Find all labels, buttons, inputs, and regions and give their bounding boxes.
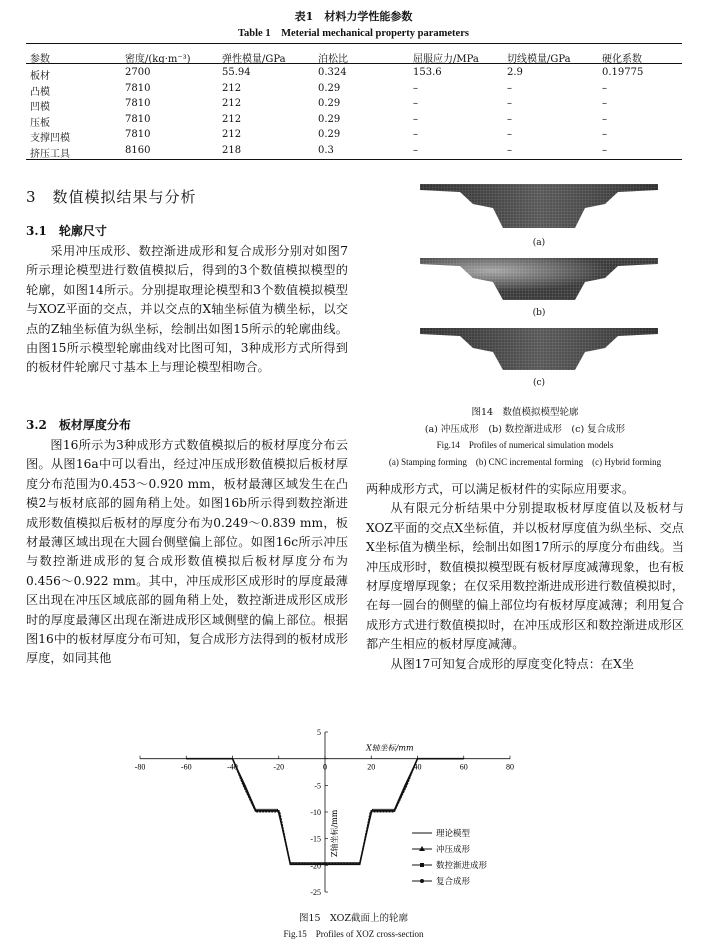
table-cell: 7810 xyxy=(125,98,151,110)
table-cell: 0.29 xyxy=(318,129,341,141)
table-cell: 7810 xyxy=(125,129,151,141)
subsection-heading-3-2: 3.2 板材厚度分布 xyxy=(26,418,131,432)
table-caption-cn: 表1 材料力学性能参数 xyxy=(294,10,413,23)
table-cell: – xyxy=(413,129,418,141)
table-cell: 7810 xyxy=(125,82,151,94)
y-tick-label: -10 xyxy=(310,808,321,817)
table-cell: – xyxy=(507,145,512,156)
y-tick-label: -20 xyxy=(310,861,321,871)
x-tick-label: 60 xyxy=(459,762,468,772)
table-cell: 2700 xyxy=(125,67,151,78)
subsection-heading-3-1: 3.1 轮廓尺寸 xyxy=(26,224,107,238)
y-tick-label: 5 xyxy=(317,728,321,737)
table-cell: – xyxy=(507,98,512,110)
table-header-cell: 屈服应力/MPa xyxy=(413,54,479,65)
fig14-legend-cn: (a) 冲压成形 (b) 数控渐进成形 (c) 复合成形 xyxy=(424,424,626,435)
x-tick-label: -40 xyxy=(227,762,238,772)
legend-marker xyxy=(420,863,424,867)
table-caption-en: Table 1 Meterial mechanical property parameters xyxy=(238,28,469,39)
table-cell: – xyxy=(602,82,607,94)
legend-marker xyxy=(420,879,424,883)
profile-chart xyxy=(120,728,540,904)
model-image-c xyxy=(420,324,658,378)
x-tick-label: -60 xyxy=(180,762,192,772)
table-cell: 0.29 xyxy=(318,82,341,94)
model-image-a xyxy=(420,178,658,236)
legend-label: 理论模型 xyxy=(436,829,471,839)
legend-label: 复合成形 xyxy=(436,877,471,887)
table-cell: – xyxy=(413,145,418,156)
table-cell: 153.6 xyxy=(413,67,442,78)
table-cell: 0.29 xyxy=(318,98,341,110)
y-tick-label: -25 xyxy=(310,888,321,897)
table-cell: – xyxy=(413,113,418,125)
right-column-text xyxy=(366,480,684,674)
table-cell: 0.3 xyxy=(318,145,334,156)
section-heading: 3 数值模拟结果与分析 xyxy=(26,188,197,206)
fig15-caption-en: Fig.15 Profiles of XOZ cross-section xyxy=(283,929,424,939)
x-tick-label: 80 xyxy=(506,762,514,772)
table-cell: – xyxy=(602,145,607,156)
x-axis-label: X轴坐标/mm xyxy=(365,743,414,753)
table-cell: 8160 xyxy=(125,145,151,156)
table-top-rule xyxy=(26,43,682,44)
y-tick-label: -5 xyxy=(314,781,321,791)
right-paragraph-1: 两种成形方式，可以满足板材件的实际应用要求。 xyxy=(366,482,635,496)
table-cell: 212 xyxy=(222,129,242,141)
table-header-cell: 切线模量/GPa xyxy=(507,54,571,65)
table-cell: 挤压工具 xyxy=(30,149,70,160)
table-header-cell: 密度/(kg·m⁻³) xyxy=(125,54,191,65)
fig14-caption-cn: 图14 数值模拟模型轮廓 xyxy=(471,407,579,418)
table-cell: 212 xyxy=(222,82,242,94)
fig14-sub-a: (a) xyxy=(532,238,546,248)
fig15-caption-cn: 图15 XOZ截面上的轮廓 xyxy=(298,913,409,924)
fig14-sub-b: (b) xyxy=(532,308,546,318)
table-cell: 板材 xyxy=(30,71,50,82)
table-header-cell: 硬化系数 xyxy=(602,54,642,65)
table-cell: 212 xyxy=(222,98,242,110)
table-cell: 0.324 xyxy=(318,67,347,78)
table-bottom-rule xyxy=(26,159,682,160)
fig14-legend-en: (a) Stamping forming (b) CNC incremental forming (c) Hybrid forming xyxy=(388,457,662,467)
paragraph-3-1: 采用冲压成形、数控渐进成形和复合成形分别对如图7所示理论模型进行数值模拟后，得到的3个数值模拟模型的轮廓，如图14所示。分别提取理论模型和3个数值模拟模型与XOZ平面的交点，并以交点的X轴坐标值为横坐标，以交点的Z轴坐标值为纵坐标，绘制出如图15所示的轮廓曲线。由图15所示模型轮廓曲线对比图可知，3种成形方式所得到的板材件轮廓尺寸基本上与理论模型相吻合。 xyxy=(26,244,348,375)
table-cell: 212 xyxy=(222,113,242,125)
fig14-sub-c: (c) xyxy=(532,378,546,388)
table-cell: 凸模 xyxy=(30,86,50,98)
table-cell: 2.9 xyxy=(507,67,523,78)
table-cell: – xyxy=(602,113,607,125)
table-cell: – xyxy=(602,98,607,110)
table-cell: 0.29 xyxy=(318,113,341,125)
x-tick-label: 40 xyxy=(413,762,422,772)
x-tick-label: 20 xyxy=(367,762,376,772)
table-cell: 55.94 xyxy=(222,67,251,78)
table-cell: – xyxy=(507,129,512,141)
table-cell: – xyxy=(602,129,607,141)
table-cell: 压板 xyxy=(30,117,50,129)
table-header-cell: 弹性模量/GPa xyxy=(222,54,286,65)
table-cell: 0.19775 xyxy=(602,67,644,78)
table-cell: – xyxy=(507,113,512,125)
table-cell: 7810 xyxy=(125,113,151,125)
table-cell: 凹模 xyxy=(30,102,50,114)
x-tick-label: -20 xyxy=(273,762,285,772)
table-header-cell: 参数 xyxy=(30,54,50,65)
paragraph-3-2: 图16所示为3种成形方式数值模拟后的板材厚度分布云图。从图16a中可以看出，经过冲压成形数值模拟后板材厚度分布范围为0.453～0.920 mm，板材最薄区域发生在凸模2与板材底部的圆角稍上处。如图16b所示得到数控渐进成形数值模拟后板材的厚度分布为0.249～0.839 mm，板材最薄区域出现在大圆台侧壁偏上部位。如图16c所示冲压与数控渐进成形的复合成形数值模拟后板材厚度分布为0.456～0.922 mm。其中，冲压成形区成形时的厚度最薄区出现在冲压区域底部的圆角稍上处，数控渐进成形区成形时的厚度最薄区出现在渐进成形区域侧壁的偏上部位。根据图16中的板材厚度分布可知，复合成形方法得到的板材成形厚度，如同其他 xyxy=(26,438,348,666)
legend-label: 数控渐进成形 xyxy=(436,861,488,871)
table-header-cell: 泊松比 xyxy=(318,54,348,65)
x-tick-label: 0 xyxy=(323,762,327,772)
right-paragraph-2: 从有限元分析结果中分别提取板材厚度值以及板材与XOZ平面的交点X坐标值，并以板材厚度值为纵坐标、交点X坐标值为横坐标，绘制出如图17所示的厚度分布曲线。当冲压成形时，数值模拟模型既有板材厚度减薄现象，也有板材厚度增厚现象；在仅采用数控渐进成形进行数值模拟时，在每一圆台的侧壁的偏上部位均有板材厚度减薄；利用复合成形方式进行数值模拟时，在冲压成形区和数控渐进成形区都产生相应的板材厚度减薄。 xyxy=(366,501,684,652)
table-cell: – xyxy=(413,98,418,110)
table-cell: – xyxy=(413,82,418,94)
x-tick-label: -80 xyxy=(134,762,146,772)
right-paragraph-3: 从图17可知复合成形的厚度变化特点：在X坐 xyxy=(390,656,634,671)
model-image-b xyxy=(420,254,658,308)
table-cell: 支撑凹模 xyxy=(30,133,70,145)
y-tick-label: -15 xyxy=(310,834,321,844)
y-axis-label: Z轴坐标/mm xyxy=(330,809,339,858)
table-cell: 218 xyxy=(222,145,242,156)
table-cell: – xyxy=(507,82,512,94)
legend-label: 冲压成形 xyxy=(436,845,471,855)
fig14-caption-en: Fig.14 Profiles of numerical simulation models xyxy=(436,440,614,450)
